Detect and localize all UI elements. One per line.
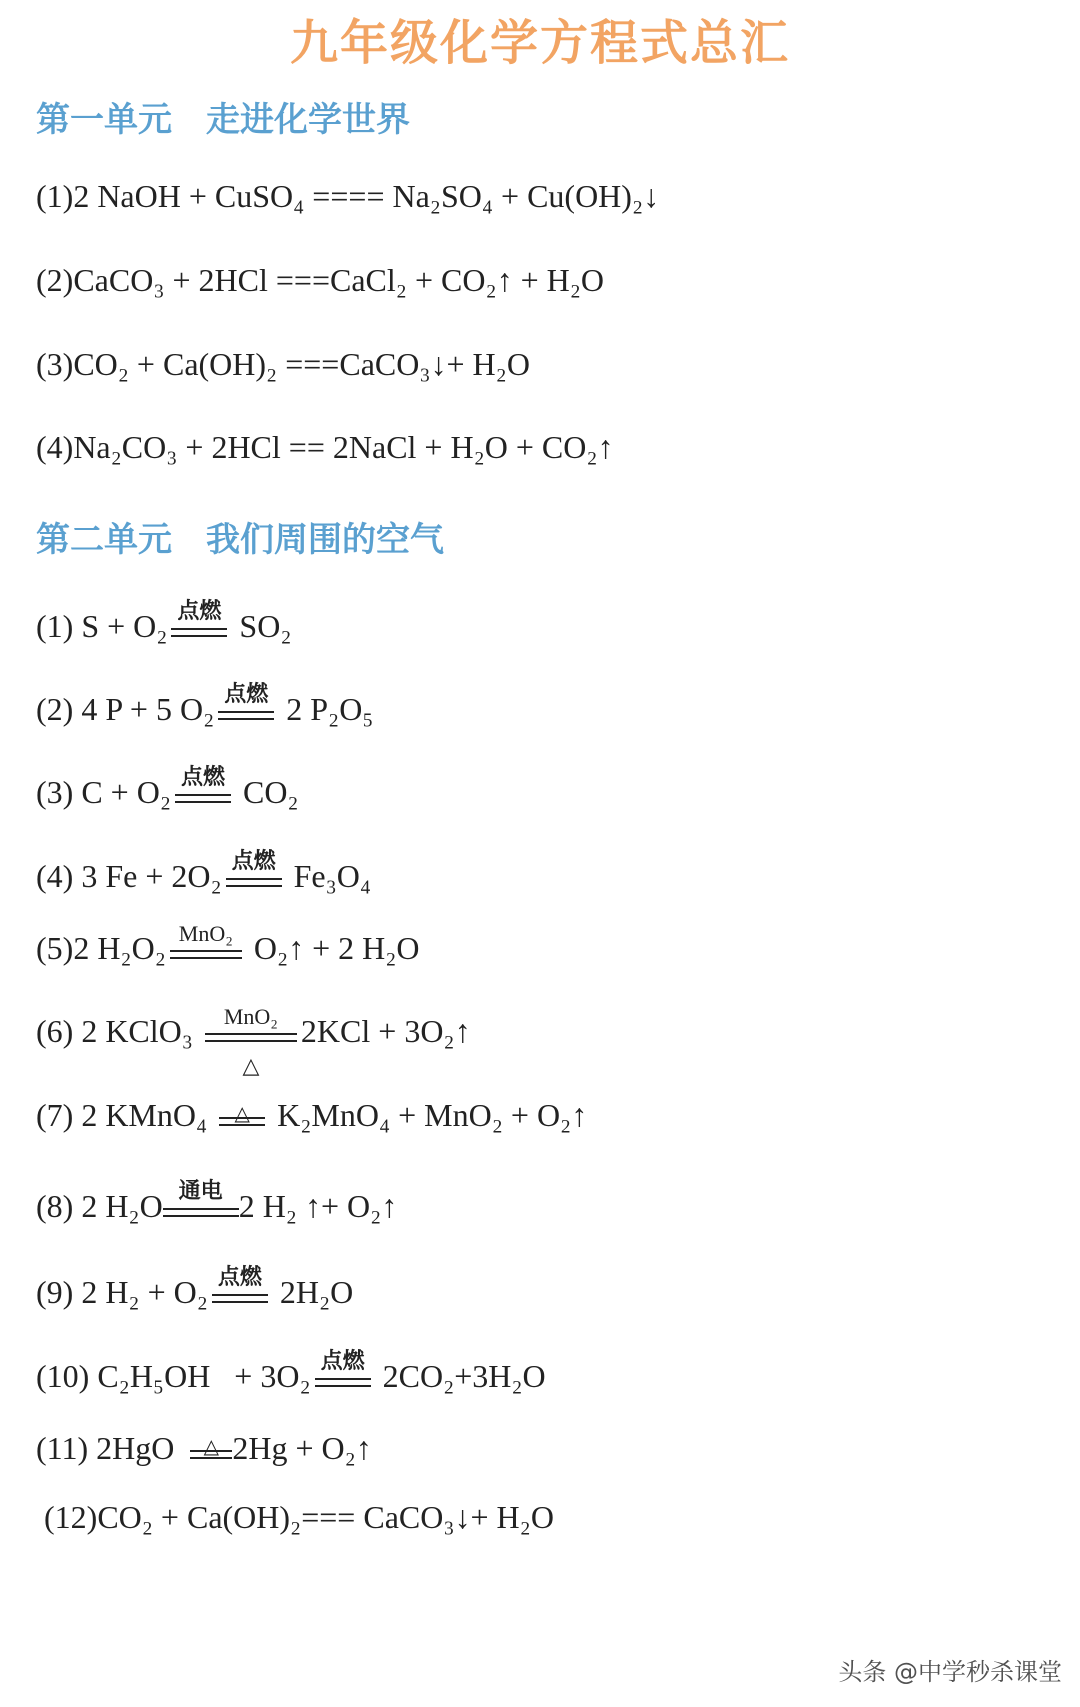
equation-number: (1): [36, 178, 74, 214]
page-title: 九年级化学方程式总汇: [289, 15, 790, 71]
equation-reactants: CaCO₃ + 2HCl ===: [73, 262, 330, 298]
equation-number: (9): [36, 1274, 82, 1310]
heat-label: △: [234, 1103, 250, 1125]
watermark: 头条 @中学秒杀课堂: [838, 1658, 1062, 1686]
equals-sign: [170, 950, 242, 959]
reaction-condition: [190, 1436, 232, 1467]
unit1-equation-3: [36, 348, 530, 380]
equals-sign: [205, 1033, 297, 1042]
equation-reactants: 2 KClO₃: [81, 1013, 201, 1049]
condition-label: 点燃: [231, 849, 276, 874]
condition-label: 通电: [178, 1179, 223, 1204]
equals-sign: [218, 711, 274, 720]
equation-products: 2KCl + 3O₂↑: [300, 1013, 471, 1049]
reaction-condition: [212, 1265, 268, 1311]
equation-number: (7): [36, 1097, 82, 1133]
reaction-condition: [315, 1349, 371, 1395]
unit2-equation-4: [36, 849, 372, 895]
equation-reactants: S + O₂: [81, 608, 168, 644]
equation-products: Fe₃O₄: [285, 858, 372, 894]
equation-reactants: 2 H₂ + O₂: [81, 1274, 208, 1310]
reaction-condition: [171, 599, 227, 645]
equation-reactants: CO₂ + Ca(OH)₂ ===: [73, 346, 340, 382]
equation-products: CO₂: [234, 774, 299, 810]
unit2-equation-3: [36, 765, 299, 811]
equation-reactants: 2 H₂O₂: [73, 930, 166, 966]
unit1-equation-1: [36, 180, 659, 212]
reaction-condition: [218, 682, 274, 728]
unit1-equation-4: [36, 431, 614, 463]
equation-number: (2): [36, 691, 82, 727]
unit2-equation-10: [36, 1349, 546, 1395]
equation-number: (12): [44, 1499, 98, 1535]
heat-label: △: [203, 1436, 220, 1458]
equation-number: (10): [36, 1358, 98, 1394]
equation-number: (11): [36, 1430, 97, 1466]
catalyst-label: MnO₂: [178, 921, 233, 946]
equation-number: (1): [36, 608, 82, 644]
equation-products: Na₂SO₄ + Cu(OH)₂↓: [392, 178, 660, 214]
equation-reactants: Na₂CO₃ + 2HCl ==: [73, 429, 333, 465]
unit2-equation-11: [36, 1432, 372, 1467]
unit2-equation-2: [36, 682, 374, 728]
equation-number: (5): [36, 930, 74, 966]
catalyst-label: MnO₂: [223, 1004, 278, 1029]
equation-number: (3): [36, 346, 74, 382]
equation-reactants: C₂H₅OH + 3O₂: [97, 1358, 311, 1394]
unit2-heading: 第二单元 我们周围的空气: [36, 520, 444, 560]
equals-sign: [163, 1208, 239, 1217]
unit2-equation-8: [36, 1179, 398, 1225]
equation-products: 2 H₂ ↑+ O₂↑: [238, 1188, 398, 1224]
reaction-condition: [205, 1004, 297, 1078]
unit2-equation-5: [36, 921, 420, 967]
heat-label: △: [242, 1053, 260, 1078]
equation-number: (4): [36, 429, 74, 465]
equation-products: CaCO₃↓+ H₂O: [339, 346, 530, 382]
equation-products: CaCO₃↓+ H₂O: [363, 1499, 554, 1535]
equals-sign: [175, 794, 231, 803]
reaction-condition: [163, 1179, 239, 1225]
unit1-equation-2: [36, 264, 604, 296]
equation-reactants: 4 P + 5 O₂: [81, 691, 215, 727]
unit2-equation-6: [36, 1004, 471, 1078]
condition-label: 点燃: [180, 765, 225, 790]
equation-reactants: 2HgO: [96, 1430, 191, 1466]
equals-sign: [315, 1378, 371, 1387]
equation-products: K₂MnO₄ + MnO₂ + O₂↑: [269, 1097, 588, 1133]
unit2-equation-9: [36, 1265, 354, 1311]
equation-reactants: CO₂ + Ca(OH)₂===: [97, 1499, 364, 1535]
equation-number: (2): [36, 262, 74, 298]
equation-number: (4): [36, 858, 82, 894]
equation-reactants: 2 NaOH + CuSO₄ ====: [73, 178, 393, 214]
condition-label: 点燃: [224, 682, 269, 707]
condition-label: 点燃: [177, 599, 222, 624]
reaction-condition: [219, 1103, 265, 1134]
equation-products: O₂↑ + 2 H₂O: [245, 930, 420, 966]
equals-sign: [171, 628, 227, 637]
equation-number: (8): [36, 1188, 82, 1224]
unit2-equation-7: [36, 1099, 587, 1134]
condition-label: 点燃: [320, 1349, 365, 1374]
unit2-equation-12: [44, 1501, 554, 1533]
equation-number: (3): [36, 774, 82, 810]
equation-reactants: 3 Fe + 2O₂: [81, 858, 222, 894]
equation-products: SO₂: [231, 608, 292, 644]
equation-reactants: 2 KMnO₄: [81, 1097, 216, 1133]
unit1-heading: 第一单元 走进化学世界: [36, 100, 410, 140]
equation-products: CaCl₂ + CO₂↑ + H₂O: [330, 262, 605, 298]
equals-sign: [212, 1294, 268, 1303]
equation-products: 2CO₂+3H₂O: [374, 1358, 546, 1394]
unit2-equation-1: [36, 599, 292, 645]
equation-products: 2 P₂O₅: [278, 691, 374, 727]
condition-label: 点燃: [217, 1265, 262, 1290]
equation-reactants: 2 H₂O: [81, 1188, 163, 1224]
reaction-condition: [170, 921, 242, 967]
equation-products: 2NaCl + H₂O + CO₂↑: [332, 429, 614, 465]
equals-sign: [226, 878, 282, 887]
equation-products: 2Hg + O₂↑: [232, 1430, 372, 1466]
reaction-condition: [175, 765, 231, 811]
reaction-condition: [226, 849, 282, 895]
equation-products: 2H₂O: [271, 1274, 354, 1310]
equation-reactants: C + O₂: [81, 774, 171, 810]
equation-number: (6): [36, 1013, 82, 1049]
